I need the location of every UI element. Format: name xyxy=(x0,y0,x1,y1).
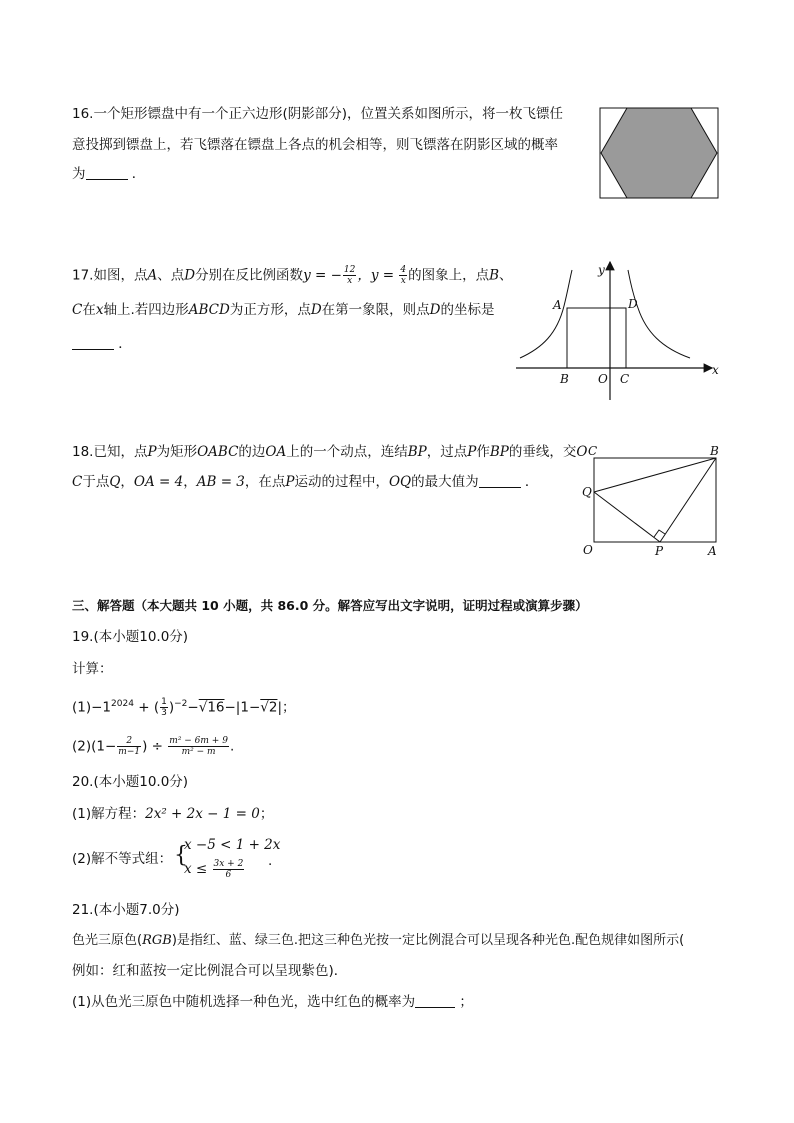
label-C: C xyxy=(620,372,630,386)
label-C: C xyxy=(588,444,598,458)
label-y: y xyxy=(598,263,605,277)
label-O: O xyxy=(583,543,593,557)
q20-end: . xyxy=(268,853,273,869)
q17-line2: C在x轴上.若四边形ABCD为正方形，点D在第一象限，则点D的坐标是 xyxy=(72,302,495,318)
label-x: x xyxy=(712,363,719,377)
q19-expr2: (2)(1− $\frac{2}{m-1}$ ) ÷ $\frac{\text{m² − 6m + 9}}{\text{m² − m}}$ . xyxy=(72,736,235,757)
q20-expr2: (2)解不等式组： xyxy=(72,851,173,867)
label-Q: Q xyxy=(582,485,592,499)
q16-line1: 16.一个矩形镖盘中有一个正六边形(阴影部分)，位置关系如图所示，将一枚飞镖任 xyxy=(72,106,564,122)
q16-line3: 为 ． xyxy=(72,166,146,182)
section-heading: 三、解答题（本大题共 10 小题，共 86.0 分。解答应写出文字说明，证明过程或演算步骤） xyxy=(72,598,588,613)
q21-line2: 例如：红和蓝按一定比例混合可以呈现紫色)． xyxy=(72,963,348,979)
segment-bp xyxy=(660,458,716,542)
q20-inequality2: x ≤ $\frac{3x + 2}{6}$ xyxy=(184,859,244,880)
q18-line2: C于点Q，OA = 4，AB = 3，在点P运动的过程中，OQ的最大值为 ． xyxy=(72,474,539,490)
answer-blank[interactable] xyxy=(72,335,114,350)
curve-left xyxy=(520,270,572,358)
system-brace: { xyxy=(174,843,188,868)
q18-figure xyxy=(578,442,724,560)
q20-heading: 20.(本小题10.0分) xyxy=(72,774,189,790)
q17-line3: ． xyxy=(72,335,132,353)
q19-expr1: $(1)-1^{2024}$ + ( $\frac{1}{3}$ )$^{-2}$−√16−|1−√2|； xyxy=(72,697,296,718)
q21-line1: 色光三原色(RGB)是指红、蓝、绿三色.把这三种色光按一定比例混合可以呈现各种光色.配色规律如图所示( xyxy=(72,933,685,948)
label-D: D xyxy=(628,297,638,311)
answer-blank[interactable] xyxy=(415,993,455,1008)
label-P: P xyxy=(655,544,664,558)
label-B: B xyxy=(560,372,569,386)
q19-instruction: 计算： xyxy=(72,661,113,677)
square-abcd xyxy=(567,308,626,368)
answer-blank[interactable] xyxy=(479,473,521,488)
q17-figure xyxy=(512,256,726,406)
q16-figure xyxy=(598,106,720,199)
q20-inequality1: x −5 < 1 + 2x xyxy=(184,837,281,853)
q20-expr1: (1)解方程：2x² + 2x − 1 = 0； xyxy=(72,806,274,822)
right-angle-mark xyxy=(654,530,665,537)
q16-line2: 意投掷到镖盘上，若飞镖落在镖盘上各点的机会相等，则飞镖落在阴影区域的概率 xyxy=(72,137,558,153)
label-O: O xyxy=(598,372,608,386)
label-A: A xyxy=(553,298,562,312)
q19-heading: 19.(本小题10.0分) xyxy=(72,629,189,645)
q21-line3: (1)从色光三原色中随机选择一种色光，选中红色的概率为 ； xyxy=(72,994,473,1010)
curve-right xyxy=(628,270,690,358)
answer-blank[interactable] xyxy=(86,165,128,180)
label-B: B xyxy=(710,444,719,458)
segment-qp xyxy=(594,492,660,542)
label-A: A xyxy=(708,544,717,558)
q18-line1: 18.已知，点P为矩形OABC的边OA上的一个动点，连结BP，过点P作BP的垂线，交O xyxy=(72,444,588,460)
q17-line1: 17.如图，点A、点D分别在反比例函数y = − $\frac{12}{x}$ ，y = $\frac{4}{x}$ 的图象上，点B、 xyxy=(72,265,513,286)
segment-bq xyxy=(594,458,716,492)
rectangle-oabc xyxy=(594,458,716,542)
q21-heading: 21.(本小题7.0分) xyxy=(72,902,180,918)
